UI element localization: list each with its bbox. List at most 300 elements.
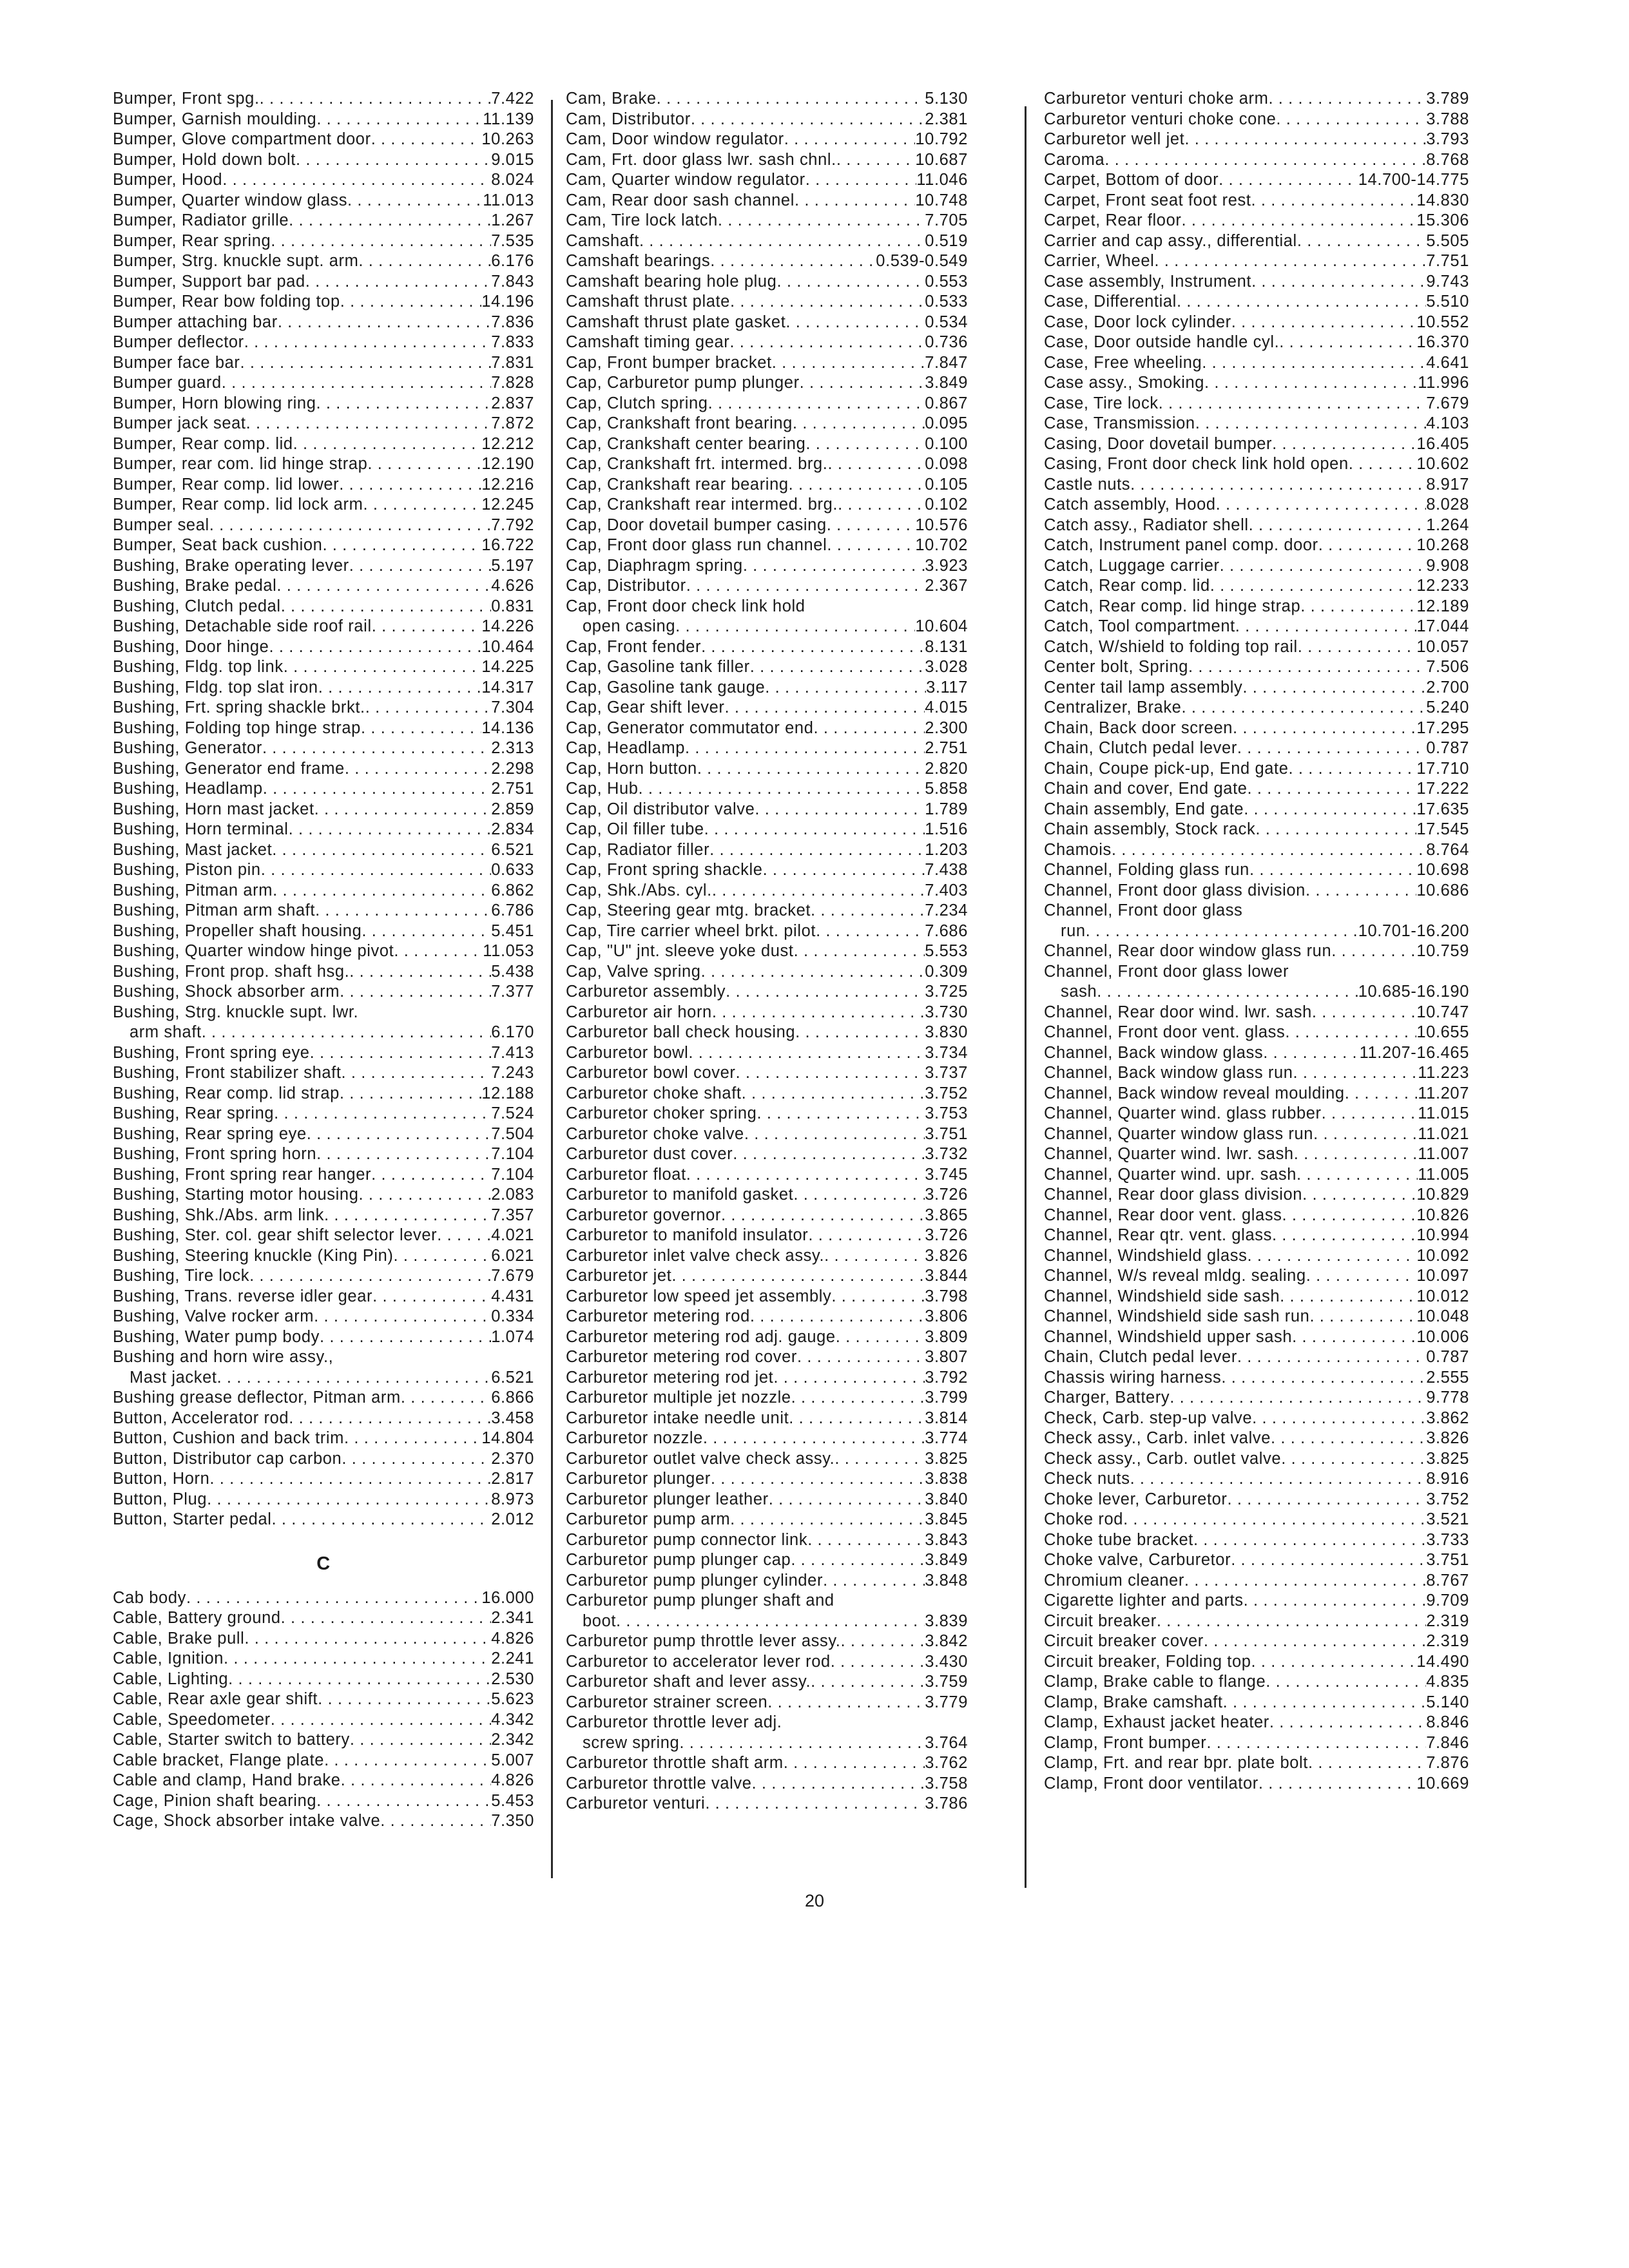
index-entry	[566, 738, 968, 759]
entry-text: Casing, Door dovetail bumper	[1044, 434, 1273, 453]
index-entry	[113, 901, 534, 921]
dot-leader	[742, 1084, 925, 1104]
dot-leader	[347, 191, 483, 211]
entry-line	[1044, 1347, 1469, 1368]
entry-text: Carburetor plunger leather	[566, 1490, 769, 1508]
index-entry	[1044, 597, 1469, 617]
entry-line	[566, 454, 968, 475]
entry-text: Carburetor throttle lever adj.	[566, 1713, 782, 1731]
entry-reference: 8.028	[1426, 495, 1469, 514]
entry-reference: 3.792	[925, 1368, 968, 1387]
entry-text: Bumper, Rear bow folding top	[113, 293, 340, 311]
index-entry	[113, 1649, 534, 1669]
entry-text: Carburetor pump throttle lever assy.	[566, 1632, 841, 1650]
entry-reference: 17.044	[1416, 617, 1469, 635]
entry-reference: 7.872	[491, 414, 534, 432]
entry-line	[1044, 1144, 1469, 1165]
entry-reference: 6.176	[491, 252, 534, 270]
entry-line	[566, 1185, 968, 1206]
entry-reference: 10.602	[1416, 455, 1469, 473]
entry-text: Cap, Front door check link hold	[566, 597, 805, 615]
index-entry	[566, 535, 968, 556]
index-entry	[113, 637, 534, 658]
index-entry	[113, 678, 534, 698]
index-entry	[1044, 332, 1469, 353]
entry-line	[113, 1388, 534, 1408]
index-entry	[566, 1246, 968, 1267]
entry-line	[113, 110, 534, 130]
entry-line	[566, 1327, 968, 1348]
entry-text: Bushing, Brake operating lever	[113, 556, 349, 575]
entry-reference: 11.021	[1418, 1124, 1469, 1143]
entry-text: Bushing, Propeller shaft housing	[113, 921, 362, 940]
entry-text: Bushing, Detachable side roof rail	[113, 617, 372, 635]
entry-text: Carburetor to manifold insulator	[566, 1226, 809, 1244]
entry-text: Check, Carb. step-up valve	[1044, 1408, 1253, 1427]
index-entry	[113, 1608, 534, 1629]
dot-leader	[340, 292, 482, 312]
entry-text: Carburetor pump arm	[566, 1510, 731, 1528]
entry-reference: 1.203	[925, 840, 968, 859]
entry-reference: 3.826	[925, 1246, 968, 1265]
dot-leader	[1258, 1774, 1417, 1794]
index-entry	[1044, 576, 1469, 597]
entry-line	[1044, 556, 1469, 577]
dot-leader	[271, 1710, 491, 1731]
dot-leader	[339, 475, 481, 495]
index-column-1	[113, 89, 534, 1832]
entry-reference: 1.789	[925, 800, 968, 818]
index-entry	[1044, 89, 1469, 110]
index-entry	[566, 556, 968, 577]
entry-text: Channel, W/s reveal mldg. sealing	[1044, 1267, 1306, 1285]
dot-leader	[752, 1774, 925, 1794]
entry-text: Bushing, Clutch pedal	[113, 597, 281, 615]
dot-leader	[228, 1669, 491, 1690]
entry-line	[1044, 1023, 1469, 1043]
entry-text: Bushing, Ster. col. gear shift selector lever	[113, 1226, 438, 1244]
entry-reference: 3.117	[926, 678, 968, 697]
dot-leader	[1322, 1104, 1418, 1124]
entry-line	[1044, 312, 1469, 333]
entry-reference: 7.846	[1426, 1733, 1469, 1752]
entry-line	[113, 657, 534, 678]
index-entry	[1044, 170, 1469, 191]
index-entry	[566, 434, 968, 455]
entry-text: Catch, W/shield to folding top rail	[1044, 637, 1298, 656]
entry-text: Carburetor metering rod cover	[566, 1348, 797, 1366]
entry-reference: 14.804	[481, 1429, 534, 1447]
entry-line	[1044, 597, 1469, 617]
entry-line	[113, 962, 534, 983]
index-entry	[1044, 698, 1469, 718]
entry-text-continued: sash	[1061, 983, 1097, 1001]
entry-text: Cam, Frt. door glass lwr. sash chnl.	[566, 150, 836, 169]
entry-text: Carburetor float	[566, 1165, 686, 1184]
entry-reference: 11.139	[483, 110, 534, 128]
entry-line	[113, 312, 534, 333]
entry-line	[566, 718, 968, 739]
entry-line	[566, 394, 968, 414]
dot-leader	[805, 434, 925, 455]
entry-text: Camshaft thrust plate gasket	[566, 312, 786, 331]
entry-text: Bushing, Pitman arm shaft	[113, 901, 316, 919]
entry-text: Bumper, Strg. knuckle supt. arm	[113, 252, 359, 270]
entry-reference: 10.748	[915, 191, 968, 209]
entry-line	[566, 698, 968, 718]
entry-reference: 3.774	[925, 1429, 968, 1447]
index-entry	[566, 962, 968, 983]
entry-reference: 3.745	[925, 1165, 968, 1184]
index-entry	[113, 1307, 534, 1327]
dot-leader	[1248, 779, 1417, 800]
entry-line	[113, 1124, 534, 1145]
entry-line	[113, 820, 534, 840]
entry-text: Cam, Door window regulator	[566, 130, 784, 148]
entry-text: Bushing, Mast jacket	[113, 840, 273, 859]
index-entry	[1044, 394, 1469, 414]
entry-text: Bumper deflector	[113, 333, 244, 351]
entry-reference: 14.196	[481, 293, 534, 311]
entry-line	[566, 921, 968, 942]
entry-text: Bumper, Front spg.	[113, 90, 260, 108]
dot-leader	[289, 211, 491, 231]
entry-line	[566, 332, 968, 353]
index-entry	[566, 1490, 968, 1510]
entry-text: Cable, Lighting	[113, 1669, 229, 1688]
entry-line	[566, 860, 968, 881]
dot-leader	[1251, 191, 1417, 211]
entry-reference: 7.304	[491, 698, 534, 716]
entry-line	[566, 1408, 968, 1429]
index-entry	[1044, 1631, 1469, 1652]
index-entry	[1044, 454, 1469, 475]
entry-line	[1044, 1043, 1469, 1064]
entry-line	[1044, 678, 1469, 698]
entry-reference: 10.006	[1416, 1327, 1469, 1346]
dot-leader	[1312, 1003, 1417, 1023]
index-entry	[113, 820, 534, 840]
entry-text: Case assembly, Instrument	[1044, 272, 1252, 291]
entry-text: Channel, Back window reveal moulding	[1044, 1084, 1345, 1102]
entry-text: Bushing, Tire lock	[113, 1267, 250, 1285]
entry-reference: 0.539-0.549	[876, 252, 968, 270]
entry-line	[113, 1104, 534, 1124]
entry-line	[1044, 698, 1469, 718]
entry-text: Bushing, Water pump body	[113, 1327, 320, 1346]
index-entry	[1044, 1510, 1469, 1530]
entry-reference: 9.908	[1426, 556, 1469, 575]
index-entry	[113, 373, 534, 394]
entry-line	[113, 414, 534, 434]
entry-text: Carburetor shaft and lever assy.	[566, 1673, 811, 1691]
entry-text: Button, Cushion and back trim	[113, 1429, 344, 1447]
index-entry	[113, 1225, 534, 1246]
entry-reference: 3.458	[491, 1408, 534, 1427]
index-entry	[566, 1774, 968, 1794]
index-entry	[113, 1629, 534, 1649]
entry-line	[566, 1104, 968, 1124]
dot-leader	[322, 535, 481, 556]
entry-line	[1044, 1611, 1469, 1632]
index-entry	[113, 1206, 534, 1226]
entry-text: Carburetor strainer screen	[566, 1693, 768, 1711]
entry-line	[113, 678, 534, 698]
index-entry	[1044, 495, 1469, 515]
dot-leader	[274, 1104, 491, 1124]
entry-reference: 3.814	[925, 1408, 968, 1427]
entry-reference: 10.701-16.200	[1358, 921, 1469, 940]
entry-text: Channel, Quarter wind. glass rubber	[1044, 1104, 1322, 1122]
index-entry	[113, 272, 534, 293]
entry-text: Bumper, Horn blowing ring	[113, 394, 316, 412]
entry-text: Button, Accelerator rod	[113, 1408, 289, 1427]
entry-line	[583, 617, 968, 637]
entry-reference: 3.752	[1426, 1490, 1469, 1508]
dot-leader	[789, 475, 925, 495]
index-entry	[113, 1710, 534, 1731]
entry-text: Cage, Shock absorber intake valve	[113, 1812, 381, 1830]
entry-text: Cap, Steering gear mtg. bracket	[566, 901, 811, 919]
entry-reference: 3.734	[925, 1043, 968, 1062]
dot-leader	[823, 1571, 925, 1591]
entry-reference: 7.357	[491, 1206, 534, 1224]
dot-leader	[365, 698, 491, 718]
entry-reference: 3.843	[925, 1530, 968, 1549]
dot-leader	[273, 881, 491, 901]
entry-line	[113, 1629, 534, 1649]
index-entry	[566, 800, 968, 820]
dot-leader	[314, 1307, 491, 1327]
dot-leader	[401, 1388, 491, 1408]
entry-text: Carburetor metering rod adj. gauge	[566, 1327, 836, 1346]
entry-text: Case, Door outside handle cyl.	[1044, 333, 1280, 351]
index-entry	[1044, 1287, 1469, 1307]
entry-reference: 3.830	[925, 1023, 968, 1041]
entry-text: Cap, Crankshaft rear bearing	[566, 475, 789, 494]
entry-reference: 9.015	[491, 150, 534, 169]
entry-line	[1044, 110, 1469, 130]
index-entry	[566, 637, 968, 658]
entry-line	[113, 1751, 534, 1771]
entry-reference: 0.867	[925, 394, 968, 412]
dot-leader	[811, 1672, 925, 1693]
entry-text: Catch, Rear comp. lid	[1044, 577, 1210, 595]
entry-line	[113, 982, 534, 1003]
dot-leader	[686, 576, 925, 597]
dot-leader	[1221, 1368, 1426, 1389]
index-entry	[113, 251, 534, 272]
entry-text: Cab body	[113, 1588, 186, 1607]
entry-line	[113, 800, 534, 820]
entry-reference: 9.709	[1426, 1591, 1469, 1610]
entry-reference: 5.197	[491, 556, 534, 575]
entry-text: Catch, Instrument panel comp. door	[1044, 536, 1318, 554]
index-entry	[1044, 1530, 1469, 1551]
entry-line	[1044, 1063, 1469, 1084]
entry-line	[113, 251, 534, 272]
entry-text: Case assy., Smoking	[1044, 374, 1205, 392]
entry-reference: 8.846	[1426, 1713, 1469, 1731]
entry-reference: 3.844	[925, 1267, 968, 1285]
dot-leader	[1255, 820, 1416, 840]
dot-leader	[827, 535, 915, 556]
entry-text: Carburetor metering rod	[566, 1307, 750, 1325]
entry-reference: 11.007	[1418, 1145, 1469, 1163]
dot-leader	[718, 211, 925, 231]
dot-leader	[1233, 718, 1416, 739]
entry-text: Channel, Quarter wind. upr. sash	[1044, 1165, 1296, 1184]
index-entry	[566, 1185, 968, 1206]
dot-leader	[757, 1104, 925, 1124]
entry-reference: 7.413	[491, 1043, 534, 1062]
entry-reference: 12.212	[481, 434, 534, 453]
entry-text: Bushing, Valve rocker arm	[113, 1307, 314, 1325]
dot-leader	[836, 1327, 925, 1348]
entry-text: Bumper attaching bar	[113, 312, 278, 331]
entry-reference: 14.700-14.775	[1358, 171, 1469, 189]
entry-text: Cap, Distributor	[566, 577, 686, 595]
dot-leader	[281, 1608, 492, 1629]
dot-leader	[1294, 1144, 1418, 1165]
entry-reference: 3.849	[925, 374, 968, 392]
entry-line	[566, 1124, 968, 1145]
index-entry	[113, 231, 534, 252]
entry-reference: 1.074	[491, 1327, 534, 1346]
dot-leader	[1210, 576, 1417, 597]
entry-line	[113, 1408, 534, 1429]
entry-reference: 2.342	[491, 1731, 534, 1749]
dot-leader	[1266, 1672, 1426, 1693]
index-entry	[1044, 1225, 1469, 1246]
index-entry	[566, 1693, 968, 1713]
index-entry	[566, 657, 968, 678]
dot-leader	[217, 1368, 492, 1389]
entry-line	[113, 211, 534, 231]
index-entry	[566, 1794, 968, 1814]
entry-reference: 7.403	[925, 881, 968, 899]
index-entry	[1044, 637, 1469, 658]
index-entry	[113, 576, 534, 597]
index-entry	[1044, 1550, 1469, 1571]
entry-reference: 3.751	[925, 1124, 968, 1143]
dot-leader	[1170, 1388, 1426, 1408]
entry-reference: 8.917	[1426, 475, 1469, 494]
entry-text: Bushing, Door hinge	[113, 637, 269, 656]
entry-line	[113, 332, 534, 353]
entry-text: Carburetor to accelerator lever rod	[566, 1652, 831, 1671]
dot-leader	[1288, 759, 1416, 780]
index-entry	[1044, 1591, 1469, 1611]
entry-text: Cap, Valve spring	[566, 962, 701, 981]
index-entry	[566, 454, 968, 475]
entry-text: Chain, Back door screen	[1044, 718, 1233, 737]
entry-reference: 8.916	[1426, 1470, 1469, 1488]
dot-leader	[1298, 637, 1417, 658]
column-divider	[551, 100, 553, 1878]
entry-reference: 3.764	[925, 1733, 968, 1752]
entry-line	[566, 1388, 968, 1408]
dot-leader	[657, 89, 925, 110]
index-entry	[113, 860, 534, 881]
entry-text: Cage, Pinion shaft bearing	[113, 1791, 317, 1810]
dot-leader	[769, 1490, 925, 1510]
entry-reference: 14.226	[481, 617, 534, 635]
entry-line	[113, 1771, 534, 1791]
entry-line	[583, 1611, 968, 1632]
entry-line	[1044, 170, 1469, 191]
entry-line	[1044, 414, 1469, 434]
entry-text: Castle nuts	[1044, 475, 1131, 494]
entry-text: Carburetor metering rod jet	[566, 1368, 774, 1387]
dot-leader	[345, 759, 491, 780]
index-entry	[1044, 1469, 1469, 1490]
dot-leader	[1193, 1530, 1426, 1551]
entry-reference: 3.809	[925, 1327, 968, 1346]
index-column-2	[566, 89, 968, 1814]
index-entry	[566, 1591, 968, 1631]
entry-reference: 17.635	[1416, 800, 1469, 818]
entry-reference: 2.837	[491, 394, 534, 412]
entry-line	[1044, 1408, 1469, 1429]
entry-reference: 7.104	[491, 1165, 534, 1184]
entry-line	[113, 840, 534, 861]
dot-leader	[1104, 150, 1426, 171]
entry-line	[1044, 1287, 1469, 1307]
entry-line	[566, 1713, 968, 1733]
index-entry	[1044, 1672, 1469, 1693]
entry-reference: 2.319	[1426, 1632, 1469, 1650]
entry-line	[566, 982, 968, 1003]
index-entry	[113, 170, 534, 191]
entry-text: Bushing, Horn mast jacket	[113, 800, 314, 818]
index-entry	[566, 414, 968, 434]
entry-reference: 10.552	[1416, 312, 1469, 331]
entry-text: Carburetor choker spring	[566, 1104, 757, 1122]
entry-line	[566, 1530, 968, 1551]
entry-reference: 12.245	[481, 495, 534, 514]
dot-leader	[318, 678, 482, 698]
dot-leader	[763, 860, 925, 881]
entry-reference: 2.370	[491, 1449, 534, 1468]
entry-line	[1044, 495, 1469, 515]
entry-reference: 3.789	[1426, 90, 1469, 108]
entry-line	[1044, 718, 1469, 739]
entry-reference: 10.268	[1416, 536, 1469, 554]
entry-line	[113, 1084, 534, 1104]
entry-reference: 7.504	[491, 1124, 534, 1143]
entry-text: Bushing, Shock absorber arm	[113, 983, 340, 1001]
entry-text: Carburetor low speed jet assembly	[566, 1287, 832, 1305]
dot-leader	[1313, 1124, 1418, 1145]
entry-text: Cable bracket, Flange plate	[113, 1751, 325, 1769]
entry-line	[566, 1693, 968, 1713]
entry-line	[1044, 1084, 1469, 1104]
entry-reference: 6.170	[491, 1023, 534, 1041]
index-entry	[566, 251, 968, 272]
index-entry	[113, 1084, 534, 1104]
entry-line	[1044, 1165, 1469, 1186]
dot-leader	[372, 1287, 491, 1307]
entry-text: Carburetor pump plunger cap	[566, 1551, 791, 1569]
index-entry	[1044, 1185, 1469, 1206]
entry-reference: 3.799	[925, 1389, 968, 1407]
entry-text: Catch assembly, Hood	[1044, 495, 1216, 514]
index-entry	[566, 110, 968, 130]
dot-leader	[721, 1206, 925, 1226]
entry-reference: 3.725	[925, 983, 968, 1001]
dot-leader	[296, 150, 491, 171]
